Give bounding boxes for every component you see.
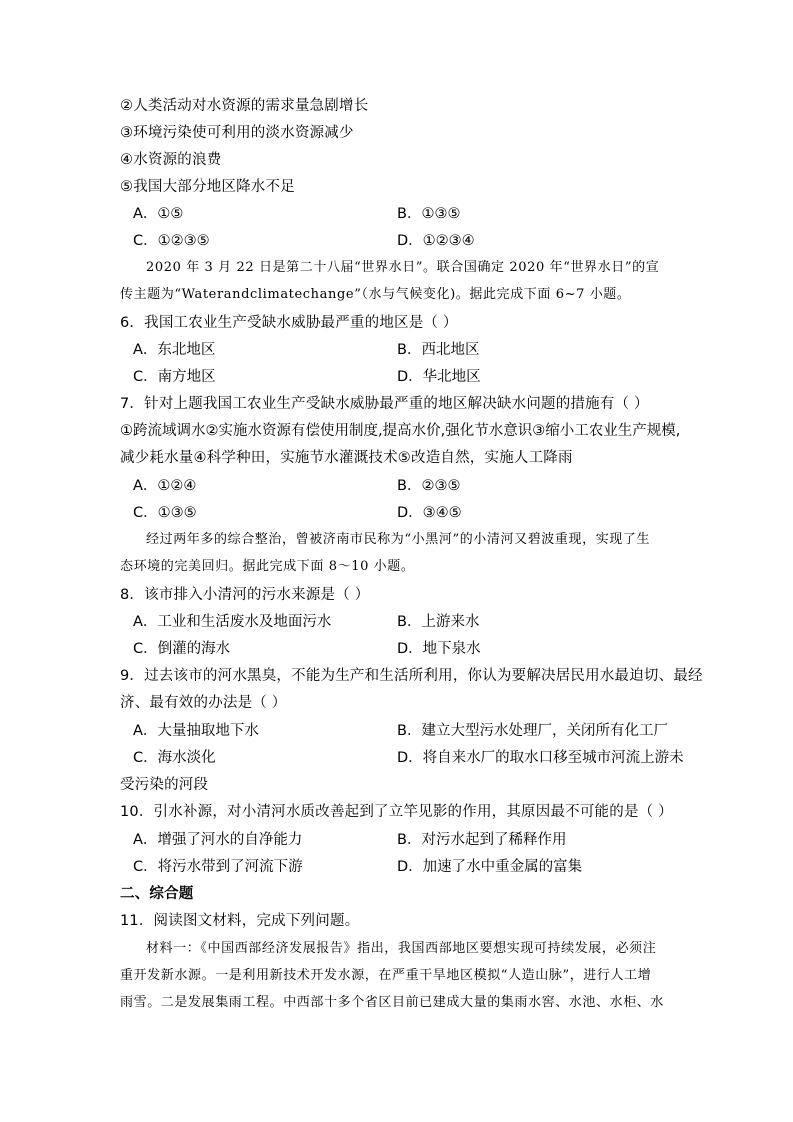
q11-stem: 11．阅读图文材料，完成下列问题。 bbox=[120, 913, 360, 929]
q9-option-b: B．建立大型污水处理厂，关闭所有化工厂 bbox=[397, 723, 668, 739]
q7-measures-line-1: ①跨流域调水②实施水资源有偿使用制度,提高水价,强化节水意识③缩小工农业生产规模, bbox=[120, 423, 681, 439]
q6-option-a: A．东北地区 bbox=[133, 342, 216, 358]
material-1-line-1: 2020 年 3 月 22 日是第二十八届“世界水日”。联合国确定 2020 年“世界水日”的宣 bbox=[146, 260, 660, 275]
previous-item-4: ④水资源的浪费 bbox=[120, 152, 222, 168]
material-1-line-2: 传主题为“Waterandclimatechange”（水与气候变化)。据此完成下面 6~7 小题。 bbox=[120, 287, 631, 302]
previous-item-5: ⑤我国大部分地区降水不足 bbox=[120, 179, 295, 195]
q6-stem: 6．我国工农业生产受缺水威胁最严重的地区是（ ） bbox=[120, 315, 458, 331]
section-2-title: 二、综合题 bbox=[120, 886, 194, 902]
q10-stem: 10．引水补源，对小清河水质改善起到了立竿见影的作用，其原因最不可能的是（ ） bbox=[120, 804, 673, 820]
q7-option-c: C．①③⑤ bbox=[133, 505, 197, 521]
previous-item-2: ②人类活动对水资源的需求量急剧增长 bbox=[120, 98, 369, 114]
q8-stem: 8．该市排入小清河的污水来源是（ ） bbox=[120, 587, 370, 603]
material-3-line-2: 重开发新水源。一是利用新技术开发水源，在严重干旱地区模拟“人造山脉”，进行人工增 bbox=[120, 968, 652, 983]
q7-stem: 7．针对上题我国工农业生产受缺水威胁最严重的地区解决缺水问题的措施有（ ） bbox=[120, 396, 649, 412]
q10-option-a: A．增强了河水的自净能力 bbox=[133, 832, 303, 848]
q7-option-a: A．①②④ bbox=[133, 478, 197, 494]
q9-stem-line-2: 济、最有效的办法是（ ） bbox=[120, 695, 287, 711]
q9-option-c: C．海水淡化 bbox=[133, 750, 216, 766]
q5-option-b: B．①③⑤ bbox=[397, 206, 461, 222]
q10-option-d: D．加速了水中重金属的富集 bbox=[397, 859, 583, 875]
q9-stem-line-1: 9．过去该市的河水黑臭，不能为生产和生活所利用，你认为要解决居民用水最迫切、最经 bbox=[120, 668, 703, 684]
q6-option-d: D．华北地区 bbox=[397, 369, 481, 385]
q6-option-b: B．西北地区 bbox=[397, 342, 480, 358]
q5-option-c: C．①②③⑤ bbox=[133, 233, 210, 249]
material-2-line-2: 态环境的完美回归。据此完成下面 8～10 小题。 bbox=[120, 559, 415, 574]
q7-option-b: B．②③⑤ bbox=[397, 478, 461, 494]
q5-option-d: D．①②③④ bbox=[397, 233, 475, 249]
q6-option-c: C．南方地区 bbox=[133, 369, 216, 385]
q9-option-d-continued: 受污染的河段 bbox=[120, 777, 209, 793]
material-2-line-1: 经过两年多的综合整治，曾被济南市民称为“小黑河”的小清河又碧波重现，实现了生 bbox=[146, 532, 651, 547]
previous-item-3: ③环境污染使可利用的淡水资源减少 bbox=[120, 125, 354, 141]
q10-option-c: C．将污水带到了河流下游 bbox=[133, 859, 303, 875]
q8-option-b: B．上游来水 bbox=[397, 614, 480, 630]
q5-option-a: A．①⑤ bbox=[133, 206, 184, 222]
q8-option-c: C．倒灌的海水 bbox=[133, 641, 231, 657]
q9-option-a: A．大量抽取地下水 bbox=[133, 723, 259, 739]
q10-option-b: B．对污水起到了稀释作用 bbox=[397, 832, 567, 848]
material-3-line-3: 雨雪。二是发展集雨工程。中西部十多个省区目前已建成大量的集雨水窖、水池、水柜、水 bbox=[120, 995, 665, 1010]
q7-option-d: D．③④⑤ bbox=[397, 505, 462, 521]
q7-measures-line-2: 减少耗水量④科学种田，实施节水灌溉技术⑤改造自然，实施人工降雨 bbox=[120, 450, 573, 466]
material-3-line-1: 材料一：《中国西部经济发展报告》指出，我国西部地区要想实现可持续发展，必须注 bbox=[146, 941, 657, 956]
q8-option-a: A．工业和生活废水及地面污水 bbox=[133, 614, 332, 630]
q9-option-d: D．将自来水厂的取水口移至城市河流上游未 bbox=[397, 750, 684, 766]
q8-option-d: D．地下泉水 bbox=[397, 641, 481, 657]
